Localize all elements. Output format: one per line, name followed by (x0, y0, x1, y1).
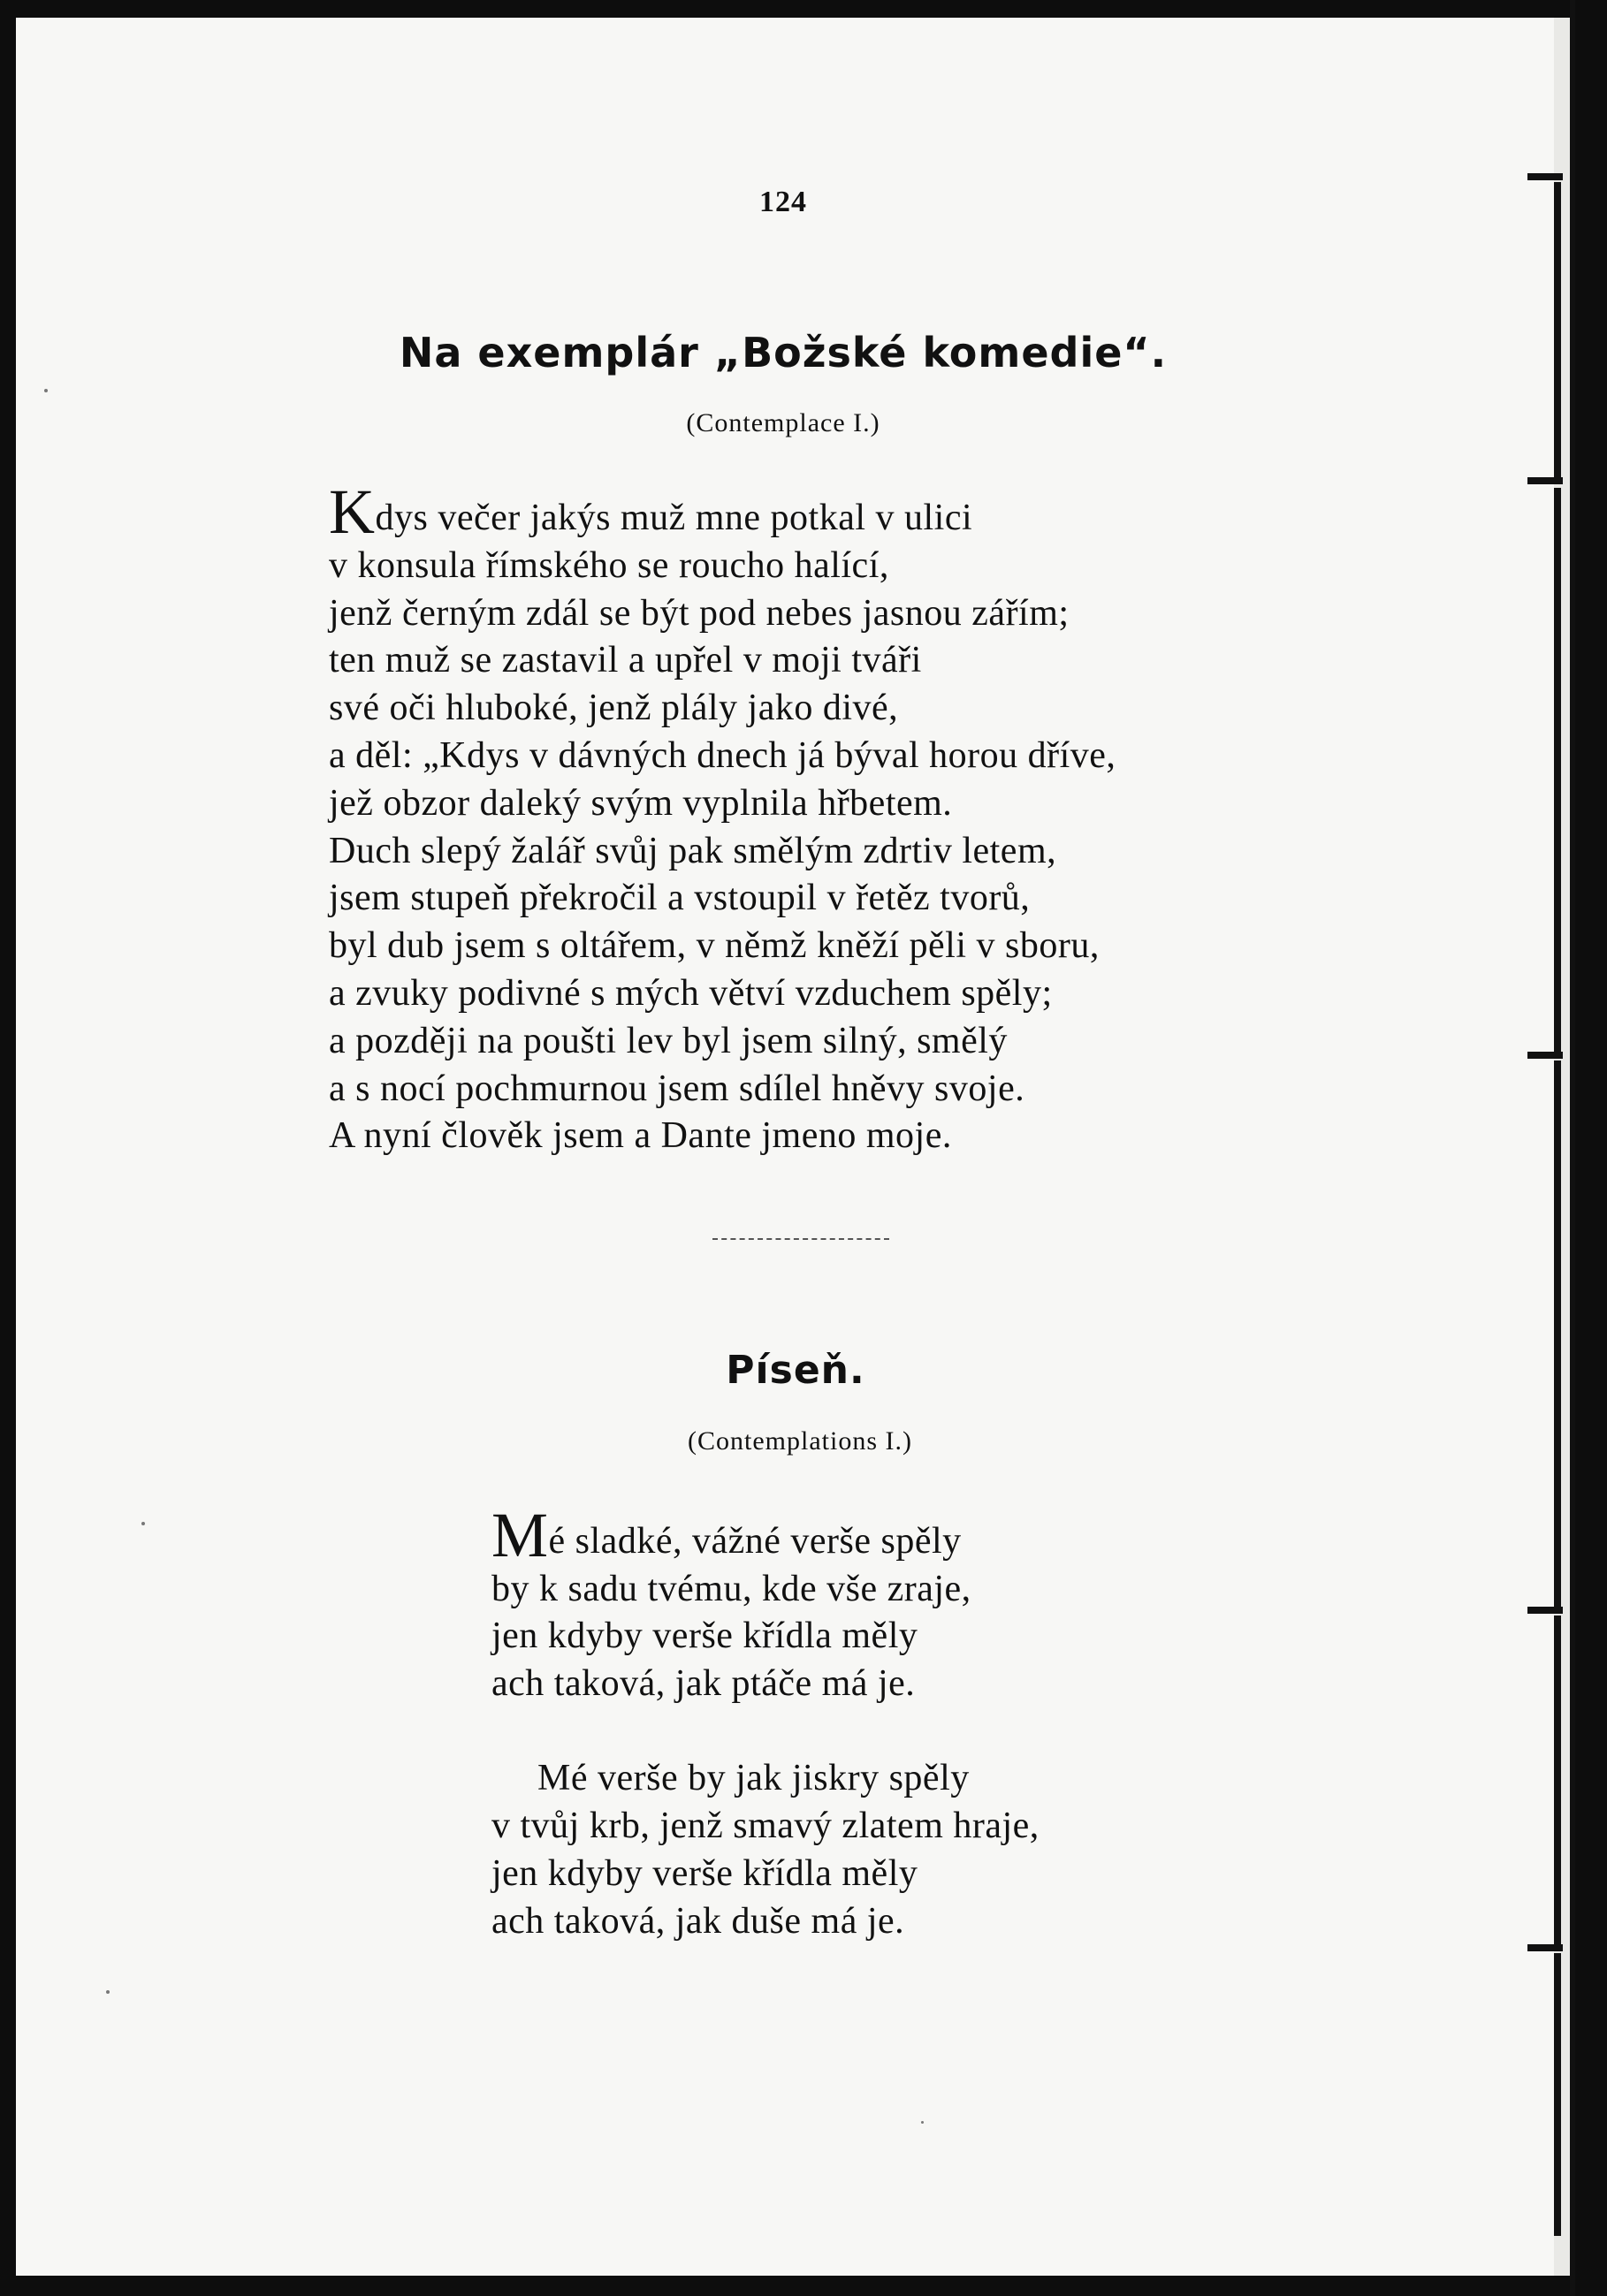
poem-line: své oči hluboké, jenž plály jako divé, (329, 688, 899, 729)
poem-line: a později na poušti lev byl jsem silný, smělý (329, 1020, 1008, 1061)
poem-body (329, 476, 1116, 1160)
edge-mark (1554, 1616, 1561, 1951)
poem-line-text: é sladké, vážné verše spěly (548, 1521, 962, 1562)
drop-initial: M (491, 1500, 549, 1570)
poem-line-text: dys večer jakýs muž mne potkal v ulici (375, 498, 973, 538)
poem-subtitle: (Contemplations I.) (688, 1426, 912, 1456)
poem-line: v tvůj krb, jenž smavý zlatem hraje, (491, 1806, 1040, 1847)
poem-line: byl dub jsem s oltářem, v němž kněží pěli v sboru, (329, 925, 1100, 967)
poem-line: jež obzor daleký svým vyplnila hřbetem. (329, 782, 953, 824)
drop-initial: K (329, 476, 376, 547)
poem-body (491, 1500, 1040, 1945)
poem-line: jen kdyby verše křídla měly (491, 1852, 918, 1894)
poem-line: a děl: „Kdys v dávných dnech já býval horou dříve, (329, 734, 1116, 776)
edge-mark (1554, 488, 1561, 1053)
dust-speck (141, 1522, 145, 1525)
poem-line: ten muž se zastavil a upřel v moji tváři (329, 640, 922, 681)
poem-line: ach taková, jak duše má je. (491, 1900, 905, 1942)
edge-mark (1554, 1061, 1561, 1608)
edge-mark (1527, 1944, 1563, 1951)
poem-line: jen kdyby verše křídla měly (491, 1616, 918, 1657)
edge-mark (1527, 1052, 1563, 1059)
poem-line: Mé verše by jak jiskry spěly (537, 1758, 970, 1799)
edge-mark (1554, 1953, 1561, 2236)
poem-line (329, 476, 1116, 547)
poem-line: a s nocí pochmurnou jsem sdílel hněvy svoje. (329, 1068, 1025, 1109)
poem-line: a zvuky podivné s mých větví vzduchem spěly; (329, 972, 1053, 1014)
page-number: 124 (759, 186, 807, 218)
poem-line: ach taková, jak ptáče má je. (491, 1663, 916, 1705)
poem-title: Na exemplár „Božské komedie“. (399, 329, 1168, 376)
stanza-break (491, 1708, 1040, 1756)
poem-line: jsem stupeň překročil a vstoupil v řetěz tvorů, (329, 878, 1031, 919)
poem-line: jenž černým zdál se být pod nebes jasnou zářím; (329, 592, 1070, 634)
poem-line: Duch slepý žalář svůj pak smělým zdrtiv letem, (329, 830, 1057, 871)
edge-mark (1527, 173, 1563, 180)
dust-speck (44, 389, 48, 392)
poem-line: by k sadu tvému, kde vše zraje, (491, 1568, 971, 1609)
dust-speck (106, 1990, 110, 1994)
poem-line: A nyní člověk jsem a Dante jmeno moje. (329, 1115, 952, 1157)
poem-line: v konsula římského se roucho halící, (329, 544, 889, 586)
poem-title: Píseň. (726, 1348, 865, 1393)
dust-speck (921, 2121, 924, 2124)
poem-subtitle: (Contemplace I.) (686, 408, 880, 437)
edge-mark (1527, 1607, 1563, 1614)
edge-mark (1527, 477, 1563, 484)
section-divider (712, 1238, 889, 1240)
poem-line (491, 1500, 1040, 1570)
binding-shadow (1570, 0, 1575, 2296)
